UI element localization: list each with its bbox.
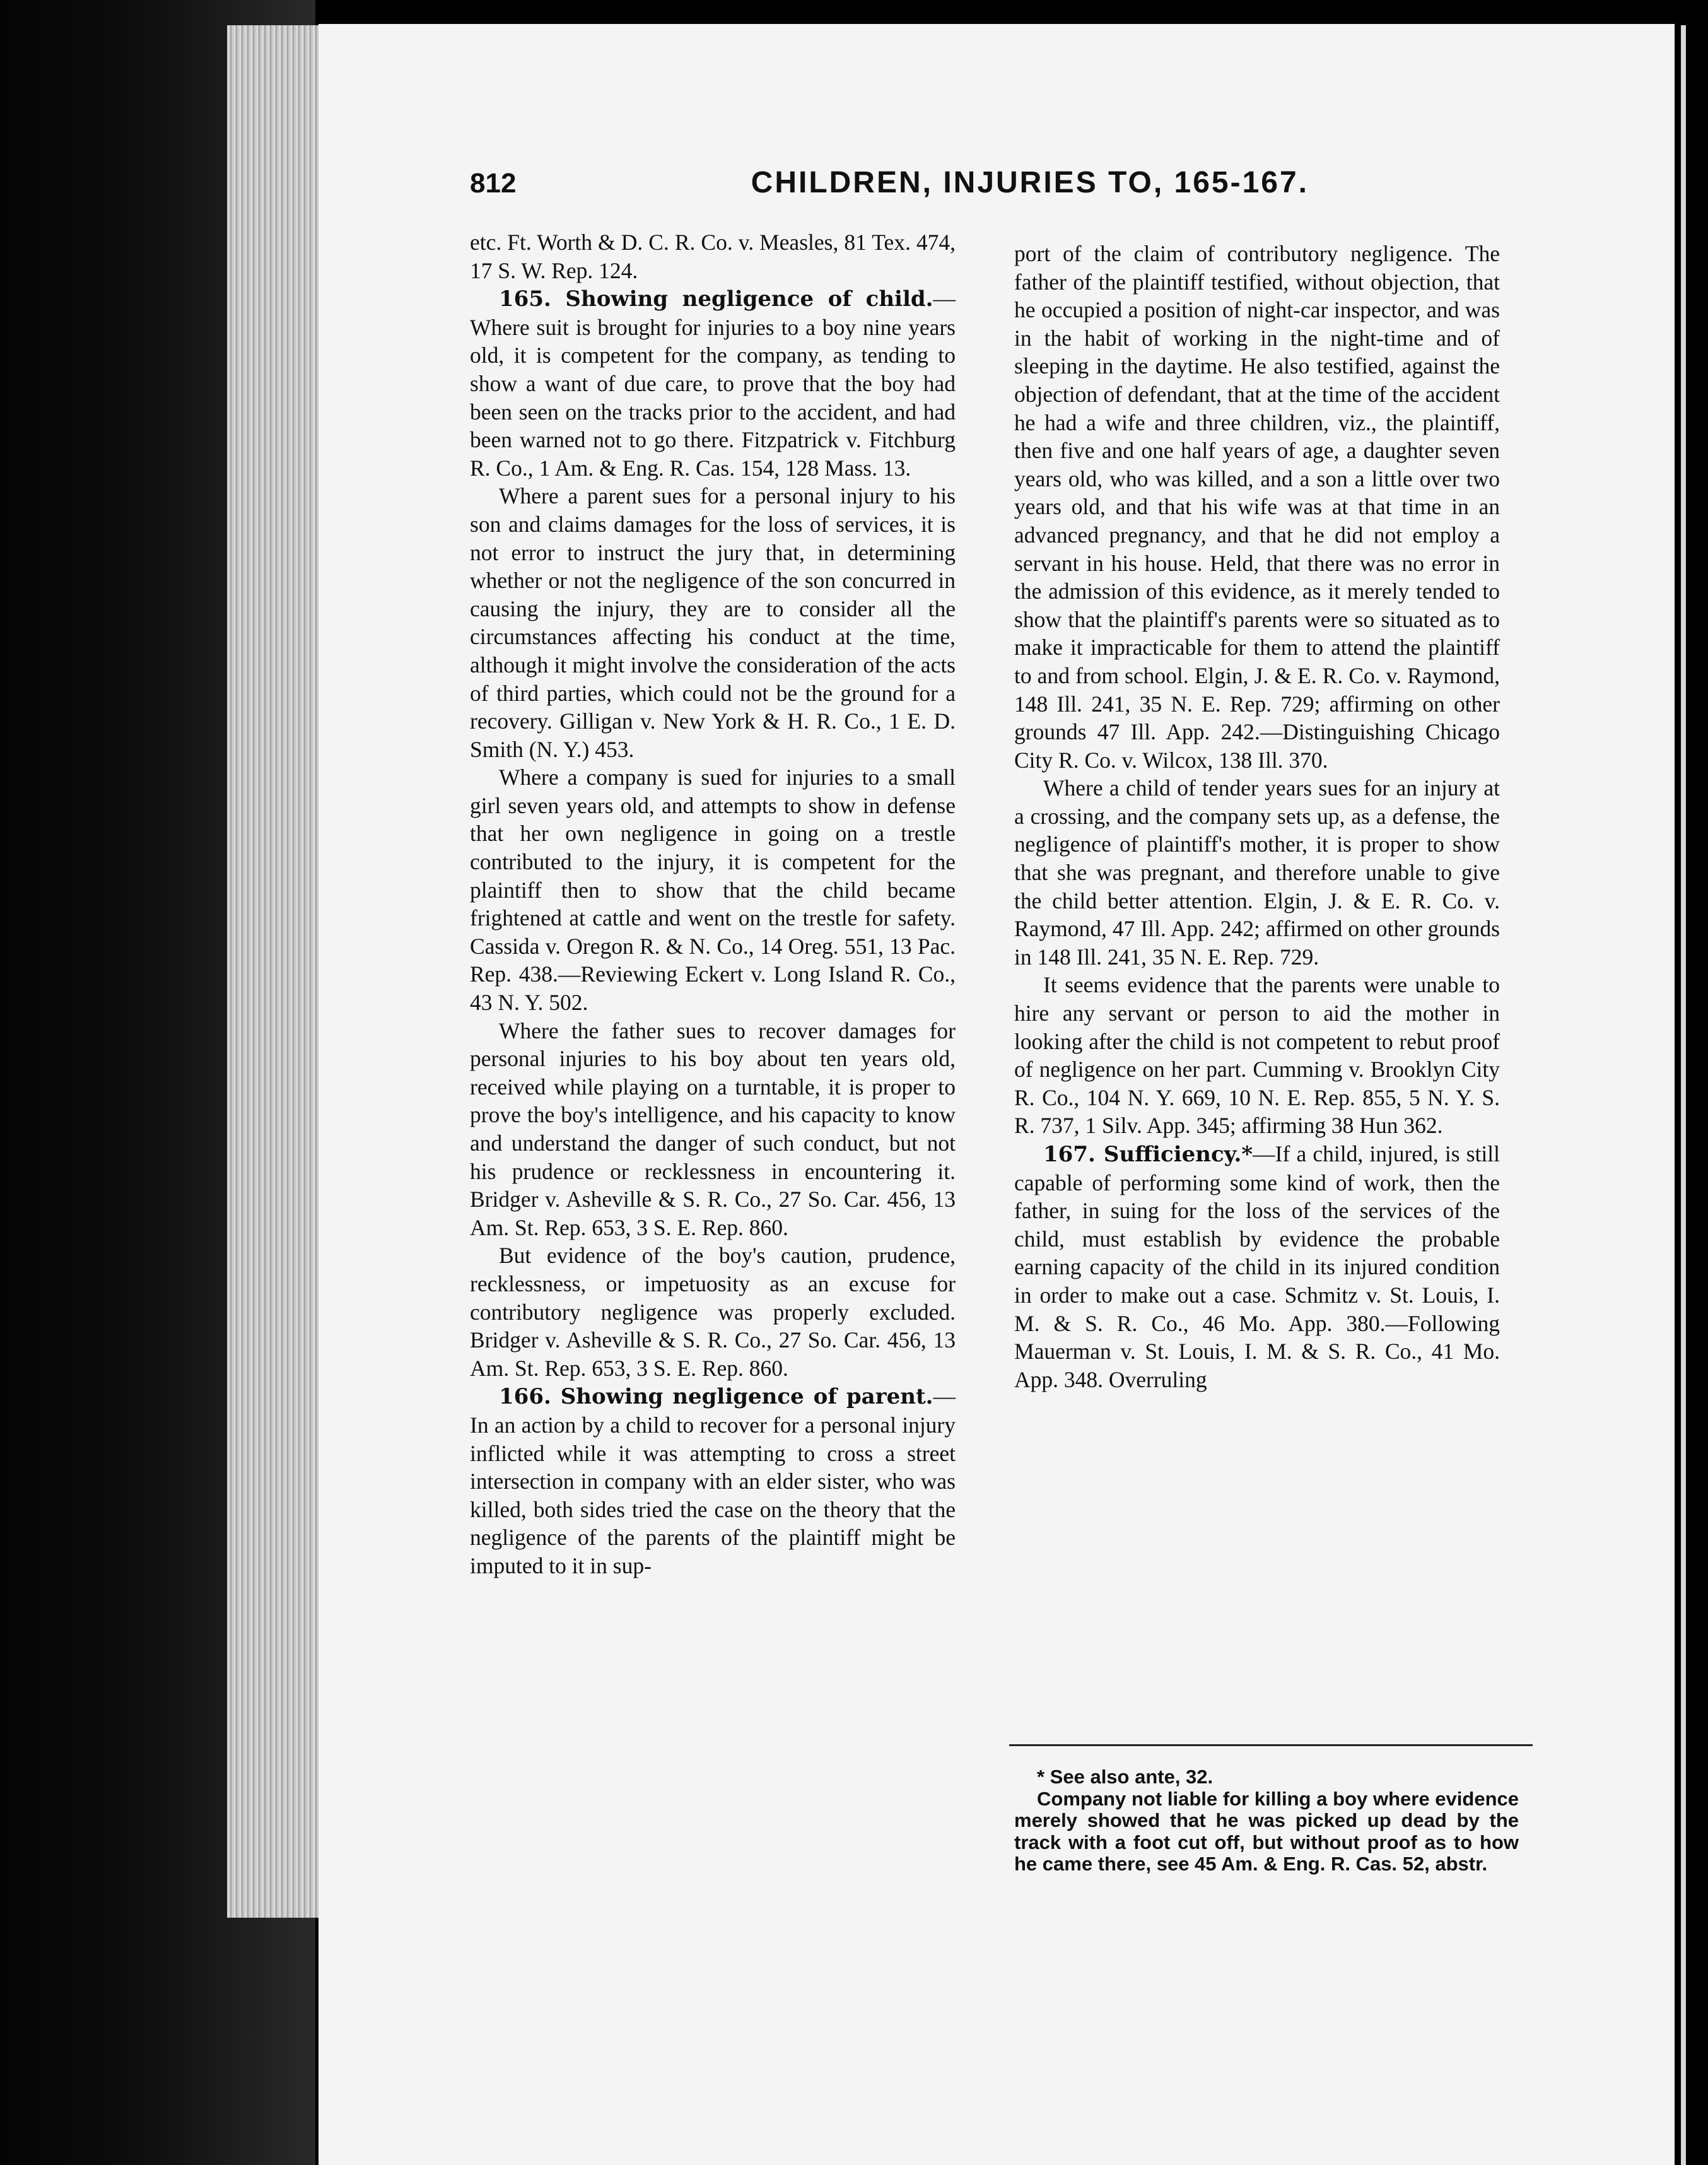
page-edges xyxy=(227,25,328,1918)
paragraph: Where a child of tender years sues for an injury at a crossing, and the company sets up, as a defense, the negligence of plaintiff's mother, it is proper to show that she was pregnant, and therefore unable to give the child better attention. Elgin, J. & E. R. Co. v. Raymond, 47 Ill. App. 242; affirmed on other grounds in 148 Ill. 241, 35 N. E. Rep. 729. xyxy=(1014,775,1500,970)
paragraph: etc. Ft. Worth & D. C. R. Co. v. Measles, 81 Tex. 474, 17 S. W. Rep. 124. xyxy=(470,230,956,283)
section-167 xyxy=(1014,1140,1500,1393)
left-column xyxy=(470,228,956,1580)
running-head: CHILDREN, INJURIES TO, 165-167. xyxy=(751,166,1309,199)
paragraph: It seems evidence that the parents were unable to hire any servant or person to aid the mother in looking after the child is not competent to rebut proof of negligence on her part. Cumming v. Brooklyn City R. Co., 104 N. Y. 669, 10 N. E. Rep. 855, 5 N. Y. S. R. 737, 1 Silv. App. 345; affirming 38 Hun 362. xyxy=(1014,972,1500,1139)
footnote-ref: * See also ante, 32. xyxy=(1037,1766,1214,1788)
footnote-text: Company not liable for killing a boy where evidence merely showed that he was picked up dead by the track with a foot cut off, but without proof as to how he came there, see 45 Am. & Eng. R. Cas. 52, abstr. xyxy=(1014,1787,1519,1875)
right-column xyxy=(1014,240,1500,1393)
section-text: —Where suit is brought for injuries to a boy nine years old, it is competent for the company, as tending to show a want of due care, to prove that the boy had been seen on the tracks prior to the accident, and had been warned not to go there. Fitzpatrick v. Fitchburg R. Co., 1 Am. & Eng. R. Cas. 154, 128 Mass. 13. xyxy=(470,286,956,481)
page-number: 812 xyxy=(470,168,517,199)
section-text: —If a child, injured, is still capable of performing some kind of work, then the father, in suing for the loss of the services of the child, must establish by evidence the probable earning capacity of the child in its injured condition in order to make out a case. Schmitz v. St. Louis, I. M. & S. R. Co., 46 Mo. App. 380.—Following Mauerman v. St. Louis, I. M. & S. R. Co., 41 Mo. App. 348. Overruling xyxy=(1014,1141,1500,1392)
right-page-strip xyxy=(1681,25,1686,2165)
paragraph: port of the claim of contributory negligence. The father of the plaintiff testified, without objection, that he occupied a position of night-car inspector, and was in the habit of working in the night-time and of sleeping in the daytime. He also testified, against the objection of defendant, that at the time of the accident he had a wife and three children, viz., the plaintiff, then five and one half years of age, a daughter seven years old, who was killed, and a son a little over two years old, and that his wife was at that time in an advanced pregnancy, and that he did not employ a servant in his house. Held, that there was no error in the admission of this evidence, as it merely tended to show that the plaintiff's parents were so situated as to make it impracticable for them to attend the plaintiff to and from school. Elgin, J. & E. R. Co. v. Raymond, 148 Ill. 241, 35 N. E. Rep. 729; affirming on other grounds 47 Ill. App. 242.—Distinguishing Chicago City R. Co. v. Wilcox, 138 Ill. 370. xyxy=(1014,241,1500,773)
footnote-divider xyxy=(1009,1744,1533,1746)
right-margin-dark xyxy=(1675,0,1708,2165)
section-heading: 166. Showing negligence of parent. xyxy=(499,1384,933,1410)
section-heading: 165. Showing negligence of child. xyxy=(499,286,933,312)
section-heading: 167. Sufficiency.* xyxy=(1043,1142,1253,1167)
paragraph: Where a company is sued for injuries to a small girl seven years old, and attempts to show in defense that her own negligence in going on a trestle contributed to the injury, it is competent for the plaintiff then to show that the child became frightened at cattle and went on the trestle for safety. Cassida v. Oregon R. & N. Co., 14 Oreg. 551, 13 Pac. Rep. 438.—Reviewing Eckert v. Long Island R. Co., 43 N. Y. 502. xyxy=(470,765,956,1016)
paragraph: Where a parent sues for a personal injury to his son and claims damages for the loss of services, it is not error to instruct the jury that, in determining whether or not the negligence of the son concurred in causing the injury, they are to consider all the circumstances affecting his conduct at the time, although it might involve the consideration of the acts of third parties, which could not be the ground for a recovery. Gilligan v. New York & H. R. Co., 1 E. D. Smith (N. Y.) 453. xyxy=(470,483,956,762)
section-text: —In an action by a child to recover for a personal injury inflicted while it was attempting to cross a street intersection in company with an elder sister, who was killed, both sides tried the case on the theory that the negligence of the parents of the plaintiff might be imputed to it in sup- xyxy=(470,1383,956,1578)
section-165 xyxy=(470,285,956,482)
footnote xyxy=(1014,1766,1519,1875)
paragraph: But evidence of the boy's caution, prudence, recklessness, or impetuosity as an excuse for contributory negligence was properly excluded. Bridger v. Asheville & S. R. Co., 27 So. Car. 456, 13 Am. St. Rep. 653, 3 S. E. Rep. 860. xyxy=(470,1243,956,1381)
paragraph: Where the father sues to recover damages for personal injuries to his boy about ten years old, received while playing on a turntable, it is proper to prove the boy's intelligence, and his capacity to know and understand the danger of such conduct, but not his prudence or recklessness in encountering it. Bridger v. Asheville & S. R. Co., 27 So. Car. 456, 13 Am. St. Rep. 653, 3 S. E. Rep. 860. xyxy=(470,1018,956,1240)
section-166 xyxy=(470,1382,956,1580)
page-header xyxy=(470,165,1309,209)
